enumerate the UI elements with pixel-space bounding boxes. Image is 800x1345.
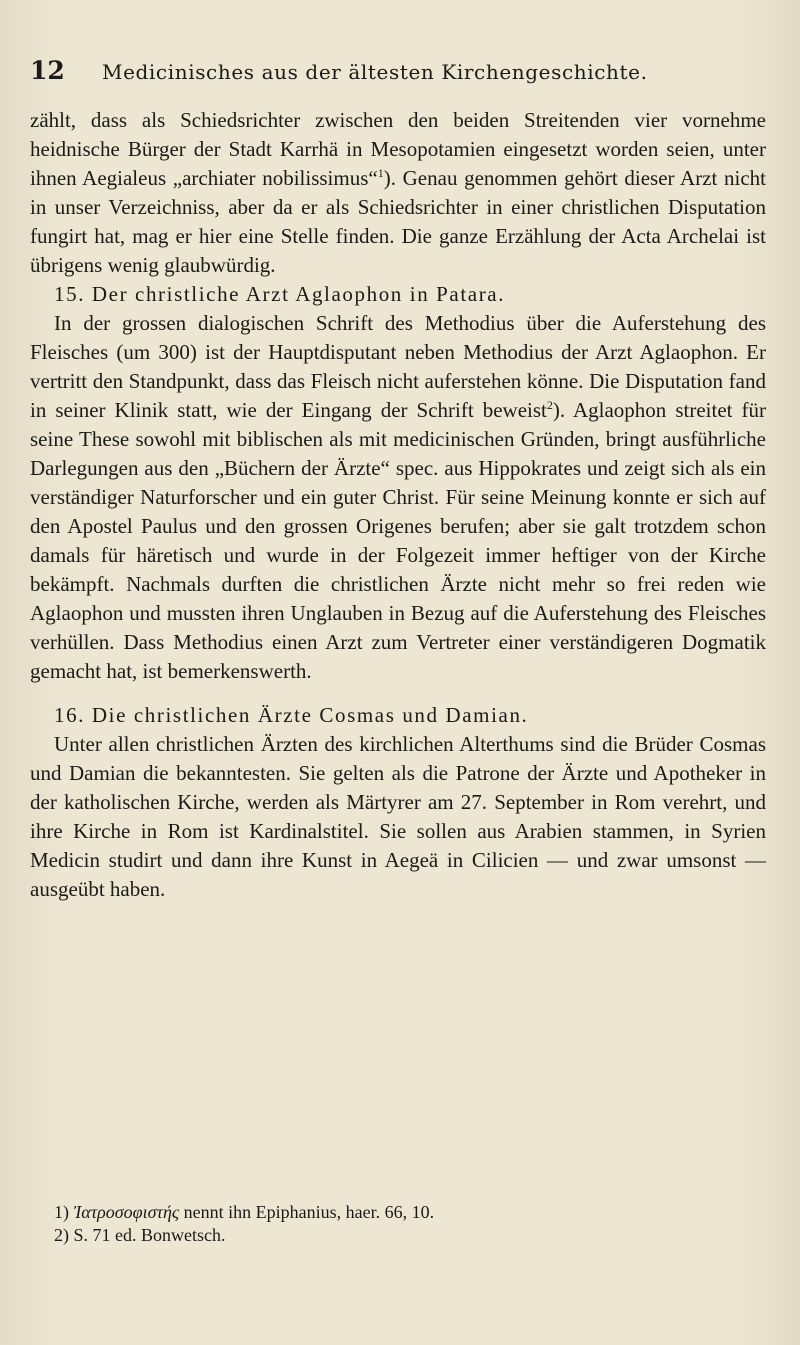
section-15-text-1: In der grossen dialogischen Schrift des Methodius über die Auferstehung des Fleisches (um 300) ist der Hauptdisputant neben Methodius der Arzt Aglaophon. Er vertritt den Standpunkt, dass das Fleisch nicht auferstehen könne. Die Disputation fand in seiner Klinik statt, wie der Eingang der Schrift beweist (30, 311, 766, 422)
intro-text-2: ). Genau genommen gehört dieser Arzt nicht in unser Verzeichniss, aber da er als Schiedsrichter in einer christlichen Disputation fungirt hat, mag er hier eine Stelle finden. Die ganze Erzählung der Acta Archelai ist übrigens wenig glaubwürdig. (30, 166, 766, 277)
section-15-text-2: ). Aglaophon streitet für seine These sowohl mit biblischen als mit medicinischen Gründen, bringt ausführliche Darlegungen aus den „Büchern der Ärzte“ spec. aus Hippokrates und zeigt sich als ein verständiger Naturforscher und ein guter Christ. Für seine Meinung konnte er sich auf den Apostel Paulus und den grossen Origenes berufen; aber sie galt trotzdem schon damals für häretisch und wurde in der Folgezeit immer heftiger von der Kirche bekämpft. Nachmals durften die christlichen Ärzte nicht mehr so frei reden wie Aglaophon und mussten ihren Unglauben in Bezug auf die Auferstehung des Fleisches verhüllen. Dass Methodius einen Arzt zum Vertreter einer verständigeren Dogmatik gemacht hat, ist bemerkenswerth. (30, 398, 766, 683)
footnote-2 (54, 1224, 754, 1247)
footnote-1-greek: Ἰατροσοφιστής (73, 1202, 180, 1222)
footnote-marker-2: 2 (546, 398, 553, 412)
footnote-1 (54, 1201, 754, 1224)
intro-paragraph (30, 106, 766, 280)
footnote-marker-1: 1 (377, 166, 384, 180)
footnote-2-marker: 2) (54, 1225, 69, 1245)
intro-text-1: zählt, dass als Schiedsrichter zwischen den beiden Streitenden vier vornehme heidnische Bürger der Stadt Karrhä in Mesopotamien eingesetzt worden seien, unter ihnen Aegialeus „archiater nobilissimus“ (30, 108, 766, 190)
page-header (30, 56, 770, 90)
section-16-paragraph: Unter allen christlichen Ärzten des kirchlichen Alterthums sind die Brüder Cosmas und Damian die bekanntesten. Sie gelten als die Patrone der Ärzte und Apotheker in der katholischen Kirche, werden als Märtyrer am 27. September in Rom verehrt, und ihre Kirche in Rom ist Kardinalstitel. Sie sollen aus Arabien stammen, in Syrien Medicin studirt und dann ihre Kunst in Aegeä in Cilicien — und zwar umsonst — ausgeübt haben. (30, 732, 766, 901)
footnotes (54, 1201, 754, 1247)
footnote-1-text: nennt ihn Epiphanius, haer. 66, 10. (183, 1202, 435, 1222)
footnote-1-marker: 1) (54, 1202, 69, 1222)
footnote-2-text: S. 71 ed. Bonwetsch. (73, 1225, 226, 1245)
section-15-paragraph (30, 309, 766, 686)
page-number: 12 (30, 56, 65, 85)
running-head: Medicinisches aus der ältesten Kirchengeschichte. (102, 60, 648, 84)
section-15-heading: 15. Der christliche Arzt Aglaophon in Patara. (54, 282, 506, 306)
main-text (30, 106, 766, 904)
section-16-heading: 16. Die christlichen Ärzte Cosmas und Damian. (54, 703, 529, 727)
